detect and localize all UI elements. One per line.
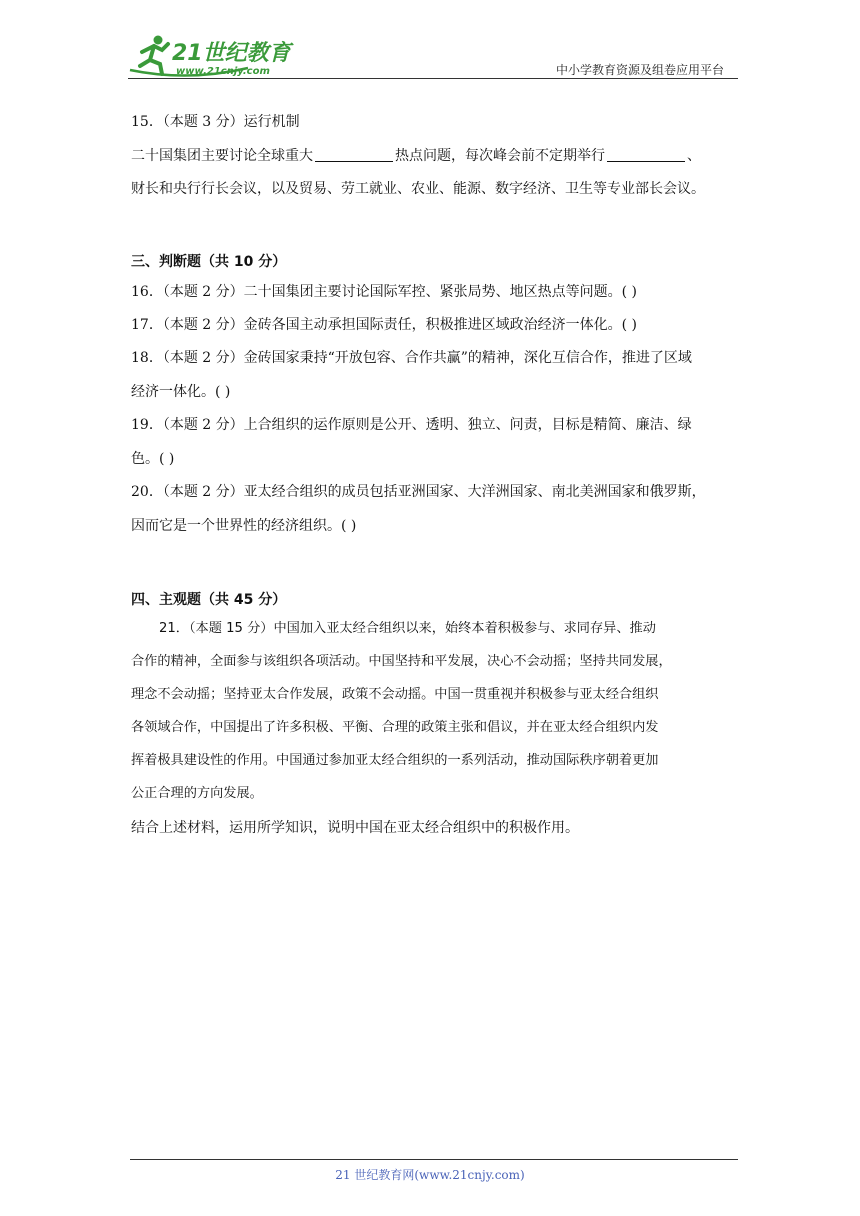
q21-line: 挥着极具建设性的作用。中国通过参加亚太经合组织的一系列活动，推动国际秩序朝着更加 [131,753,659,768]
q18-line1: 18．（本题 2 分）金砖国家秉持“开放包容、合作共赢”的精神，深化互信合作，推进了区域 [131,350,692,366]
q18-line2: 经济一体化。( ) [131,384,231,400]
fill-blank-1[interactable] [315,147,393,162]
header-divider [128,78,738,79]
q20-line2: 因而它是一个世界性的经济组织。( ) [131,518,357,534]
q21-line: 合作的精神，全面参与该组织各项活动。中国坚持和平发展，决心不会动摇；坚持共同发展， [131,654,672,669]
footer-divider [130,1159,738,1160]
q19-line2: 色。( ) [131,451,175,467]
q17: 17．（本题 2 分）金砖各国主动承担国际责任，积极推进区域政治经济一体化。( ) [131,317,637,333]
logo [128,30,298,78]
q21-line: 21．（本题 15 分）中国加入亚太经合组织以来，始终本着积极参与、求同存异、推动 [159,621,656,636]
q21-line: 各领域合作，中国提出了许多积极、平衡、合理的政策主张和倡议，并在亚太经合组织内发 [131,720,659,735]
q21-question: 结合上述材料，运用所学知识，说明中国在亚太经合组织中的积极作用。 [131,820,579,836]
header-platform-text: 中小学教育资源及组卷应用平台 [555,63,724,77]
q15-line2: 财长和央行行长会议，以及贸易、劳工就业、农业、能源、数字经济、卫生等专业部长会议。 [131,181,705,197]
logo-url: www.21cnjy.com [176,66,270,77]
q21-line: 公正合理的方向发展。 [131,786,263,801]
q21-line: 理念不会动摇；坚持亚太合作发展，政策不会动摇。中国一贯重视并积极参与亚太经合组织 [131,687,659,702]
q16: 16．（本题 2 分）二十国集团主要讨论国际军控、紧张局势、地区热点等问题。( ) [131,284,637,300]
section4-title: 四、主观题（共 45 分） [131,592,287,608]
q20-line1: 20．（本题 2 分）亚太经合组织的成员包括亚洲国家、大洋洲国家、南北美洲国家和俄罗斯， [131,484,706,500]
footer-link[interactable]: 21 世纪教育网(www.21cnjy.com) [335,1168,525,1182]
q15-line1 [131,146,701,166]
q15-title: 15．（本题 3 分）运行机制 [131,114,300,130]
section3-title: 三、判断题（共 10 分） [131,254,287,270]
q19-line1: 19．（本题 2 分）上合组织的运作原则是公开、透明、独立、问责，目标是精简、廉洁、绿 [131,417,692,433]
q15-text-c: 、 [687,148,701,164]
page-header [128,30,738,80]
q15-text-b: 热点问题，每次峰会前不定期举行 [395,148,605,164]
fill-blank-2[interactable] [607,147,685,162]
logo-text: 21世纪教育 [172,41,291,66]
q15-text-a: 二十国集团主要讨论全球重大 [131,148,313,164]
